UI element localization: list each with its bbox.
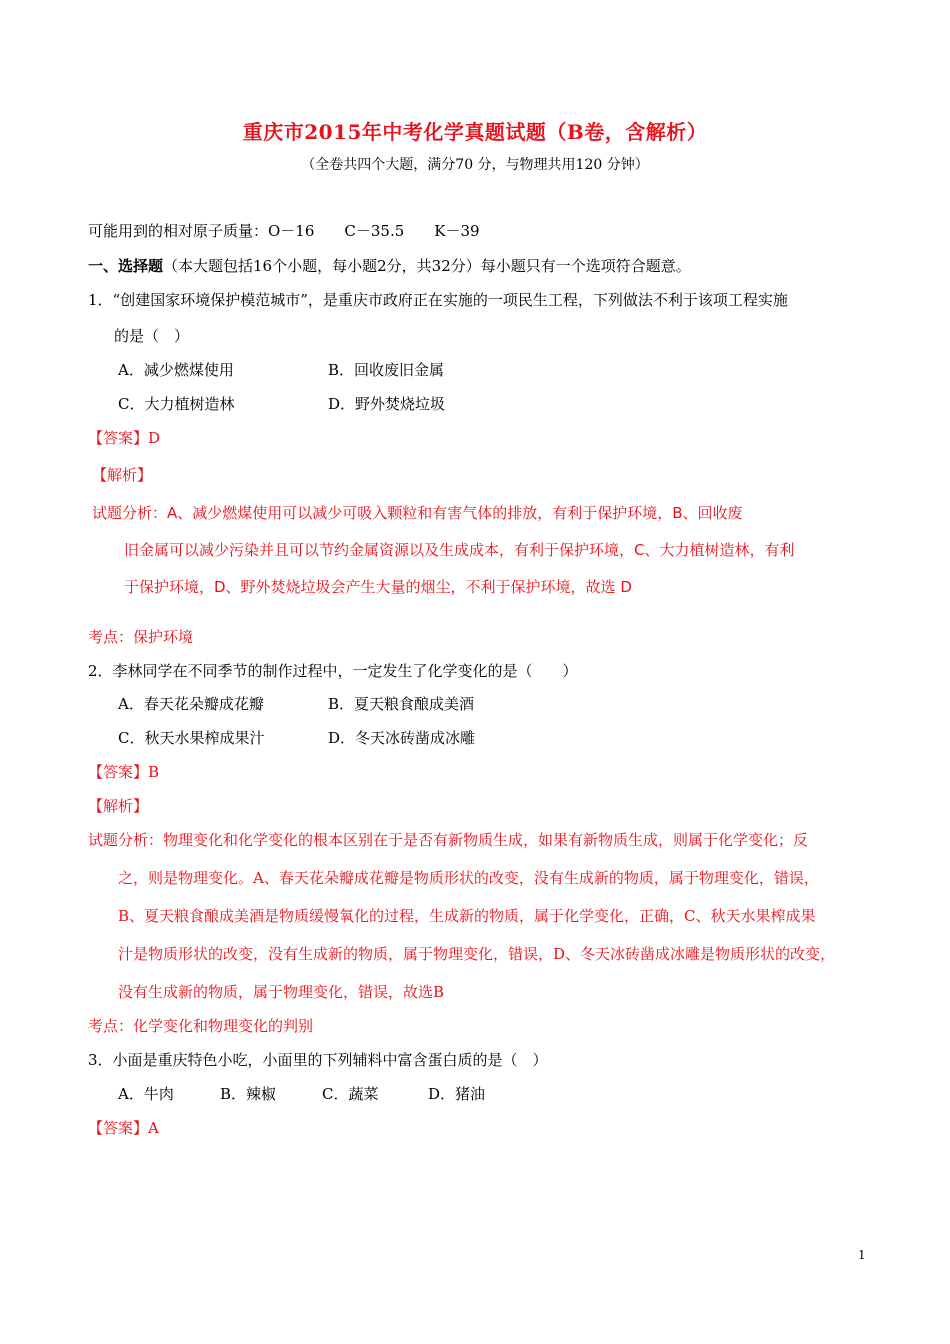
q1-kaodian: 考点：保护环境 <box>88 628 194 646</box>
q1-analysis-line1: 试题分析：A、减少燃煤使用可以减少可吸入颗粒和有害气体的排放，有利于保护环境，B、回收废 <box>92 504 743 522</box>
q1-analysis-label: 【解析】 <box>92 466 153 484</box>
q1-option-c: C．大力植树造林 <box>118 395 235 413</box>
q1-option-b: B．回收废旧金属 <box>328 361 445 379</box>
q3-option-c: C．蔬菜 <box>322 1085 379 1103</box>
section1-desc: （本大题包括16个小题，每小题2分，共32分）每小题只有一个选项符合题意。 <box>163 257 691 275</box>
q2-option-d: D．冬天冰砖凿成冰雕 <box>328 729 476 747</box>
q1-option-d: D．野外焚烧垃圾 <box>328 395 446 413</box>
q2-option-c: C．秋天水果榨成果汁 <box>118 729 265 747</box>
page-title: 重庆市2015年中考化学真题试题（B卷，含解析） <box>242 120 708 144</box>
q1-stem-line1: 1．“创建国家环境保护模范城市”，是重庆市政府正在实施的一项民生工程，下列做法不利于该项工程实施 <box>88 291 788 309</box>
q2-analysis-line4: 汁是物质形状的改变，没有生成新的物质，属于物理变化，错误，D、冬天冰砖凿成冰雕是物质形状的改变， <box>118 945 836 963</box>
q2-option-b: B．夏天粮食酿成美酒 <box>328 695 475 713</box>
q2-answer: 【答案】B <box>88 763 160 781</box>
q2-analysis-line5: 没有生成新的物质，属于物理变化，错误，故选B <box>118 983 445 1001</box>
q1-stem-line2: 的是（ ） <box>114 327 190 345</box>
q1-analysis-line3: 于保护环境，D、野外焚烧垃圾会产生大量的烟尘，不利于保护环境，故选 D <box>124 578 632 596</box>
q1-answer: 【答案】D <box>88 429 161 447</box>
q2-analysis-label: 【解析】 <box>88 797 149 815</box>
section1-heading <box>88 256 691 276</box>
q3-stem: 3．小面是重庆特色小吃，小面里的下列辅料中富含蛋白质的是（ ） <box>88 1051 548 1069</box>
q3-option-a: A．牛肉 <box>118 1085 174 1103</box>
q3-answer: 【答案】A <box>88 1119 159 1137</box>
q1-option-a: A．减少燃煤使用 <box>118 361 234 379</box>
q2-option-a: A．春天花朵瓣成花瓣 <box>118 695 264 713</box>
q2-analysis-line1: 试题分析：物理变化和化学变化的根本区别在于是否有新物质生成，如果有新物质生成，则属于化学变化；反 <box>88 831 809 849</box>
q3-option-b: B．辣椒 <box>220 1085 277 1103</box>
page-number: 1 <box>858 1248 866 1262</box>
q2-analysis-line2: 之，则是物理变化。A、春天花朵瓣成花瓣是物质形状的改变，没有生成新的物质，属于物理变化，错误， <box>118 869 819 887</box>
q2-stem: 2．李林同学在不同季节的制作过程中，一定发生了化学变化的是（ ） <box>88 662 578 680</box>
section1-label: 一、选择题 <box>88 257 164 275</box>
q2-analysis-line3: B、夏天粮食酿成美酒是物质缓慢氧化的过程，生成新的物质，属于化学变化，正确，C、秋天水果榨成果 <box>118 907 816 925</box>
q3-option-d: D．猪油 <box>428 1085 486 1103</box>
atomic-mass-line: 可能用到的相对原子质量：O－16 C－35.5 K－39 <box>88 222 480 240</box>
q2-kaodian: 考点：化学变化和物理变化的判别 <box>88 1017 314 1035</box>
page-subtitle: （全卷共四个大题，满分70 分，与物理共用120 分钟） <box>301 157 649 173</box>
q1-analysis-line2: 旧金属可以减少污染并且可以节约金属资源以及生成成本，有利于保护环境，C、大力植树造林，有利 <box>124 541 795 559</box>
